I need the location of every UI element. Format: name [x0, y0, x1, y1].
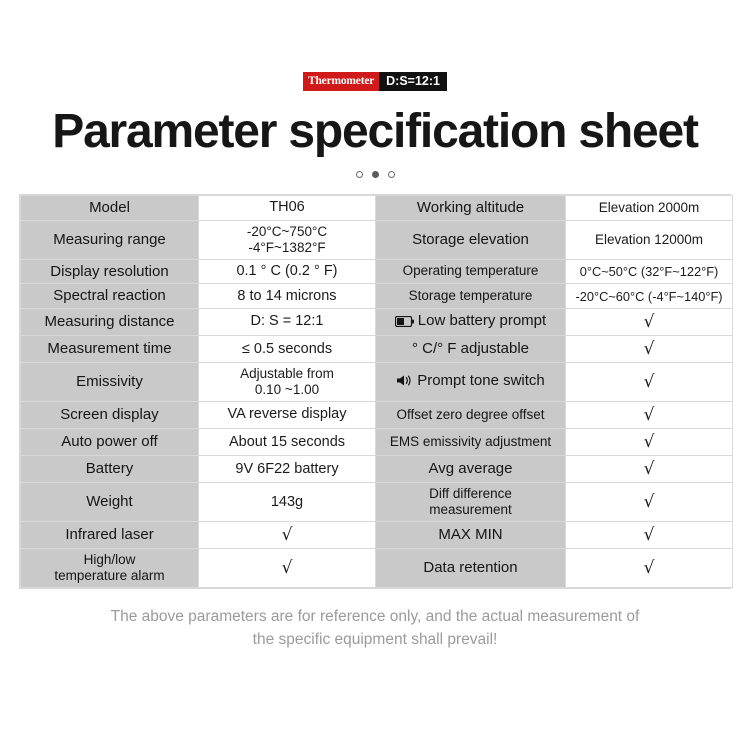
row-value-measurement-time: ≤ 0.5 seconds	[199, 336, 376, 363]
table-row	[21, 429, 733, 456]
carousel-dot-3[interactable]	[388, 171, 395, 178]
low-battery-prompt-label: Low battery prompt	[417, 312, 547, 330]
row-label-ems-emissivity-adjustment: EMS emissivity adjustment	[376, 429, 566, 456]
row-value-max-min: √	[566, 522, 733, 549]
row-value-storage-elevation: Elevation 12000m	[566, 220, 733, 259]
row-value-emissivity	[199, 363, 376, 402]
badge-ratio-label: D:S=12:1	[379, 72, 447, 91]
footnote	[0, 605, 750, 652]
row-value-model: TH06	[199, 196, 376, 221]
row-value-infrared-laser: √	[199, 522, 376, 549]
badge-row	[0, 0, 750, 91]
row-value-data-retention: √	[566, 549, 733, 588]
row-label-max-min: MAX MIN	[376, 522, 566, 549]
row-label-model: Model	[21, 196, 199, 221]
row-label-infrared-laser: Infrared laser	[21, 522, 199, 549]
row-label-auto-power-off: Auto power off	[21, 429, 199, 456]
row-label-storage-temperature: Storage temperature	[376, 284, 566, 309]
row-label-cf-adjustable: ° C/° F adjustable	[376, 336, 566, 363]
row-value-low-battery-prompt: √	[566, 308, 733, 335]
table-row	[21, 522, 733, 549]
emissivity-line-1: Adjustable from	[240, 366, 334, 382]
row-label-measuring-distance: Measuring distance	[21, 308, 199, 335]
speaker-icon	[396, 374, 413, 387]
row-label-storage-elevation: Storage elevation	[376, 220, 566, 259]
row-label-measuring-range: Measuring range	[21, 220, 199, 259]
row-label-emissivity: Emissivity	[21, 363, 199, 402]
row-label-weight: Weight	[21, 483, 199, 522]
table-row	[21, 549, 733, 588]
row-value-cf-adjustable: √	[566, 336, 733, 363]
row-value-ems-emissivity-adjustment: √	[566, 429, 733, 456]
row-value-weight: 143g	[199, 483, 376, 522]
table-row	[21, 336, 733, 363]
row-value-screen-display: VA reverse display	[199, 401, 376, 428]
diff-measurement-line-1: Diff difference	[429, 486, 512, 502]
row-label-diff-measurement	[376, 483, 566, 522]
table-row	[21, 363, 733, 402]
row-value-measuring-distance: D: S = 12:1	[199, 308, 376, 335]
specification-table	[20, 195, 733, 588]
row-label-battery: Battery	[21, 456, 199, 483]
prompt-tone-switch-label: Prompt tone switch	[417, 372, 545, 390]
footnote-line-2: the specific equipment shall prevail!	[252, 631, 498, 649]
row-label-working-altitude: Working altitude	[376, 196, 566, 221]
diff-measurement-line-2: measurement	[429, 502, 512, 518]
badge-brand-label: Thermometer	[303, 72, 379, 91]
row-label-offset-zero-degree: Offset zero degree offset	[376, 401, 566, 428]
row-label-spectral-reaction: Spectral reaction	[21, 284, 199, 309]
carousel-dots	[0, 169, 750, 179]
battery-low-icon	[395, 316, 414, 327]
row-label-prompt-tone-switch	[376, 363, 566, 402]
table-row	[21, 308, 733, 335]
row-label-low-battery-prompt	[376, 308, 566, 335]
carousel-dot-1[interactable]	[356, 171, 363, 178]
product-badge	[303, 72, 447, 91]
row-value-prompt-tone-switch: √	[566, 363, 733, 402]
row-value-display-resolution: 0.1 ° C (0.2 ° F)	[199, 259, 376, 284]
table-row	[21, 220, 733, 259]
row-value-auto-power-off: About 15 seconds	[199, 429, 376, 456]
row-label-measurement-time: Measurement time	[21, 336, 199, 363]
page-title: Parameter specification sheet	[52, 105, 698, 158]
row-value-operating-temperature: 0°C~50°C (32°F~122°F)	[566, 259, 733, 284]
row-value-diff-measurement: √	[566, 483, 733, 522]
specification-table-wrap	[19, 194, 731, 589]
row-label-data-retention: Data retention	[376, 549, 566, 588]
row-value-avg-average: √	[566, 456, 733, 483]
row-value-measuring-range	[199, 220, 376, 259]
emissivity-line-2: 0.10 ~1.00	[254, 382, 320, 398]
row-value-spectral-reaction: 8 to 14 microns	[199, 284, 376, 309]
temperature-alarm-line-2: temperature alarm	[54, 568, 165, 584]
row-value-offset-zero-degree: √	[566, 401, 733, 428]
table-row	[21, 196, 733, 221]
row-value-storage-temperature: -20°C~60°C (-4°F~140°F)	[566, 284, 733, 309]
table-row	[21, 284, 733, 309]
row-value-working-altitude: Elevation 2000m	[566, 196, 733, 221]
table-row	[21, 456, 733, 483]
row-label-operating-temperature: Operating temperature	[376, 259, 566, 284]
row-label-display-resolution: Display resolution	[21, 259, 199, 284]
carousel-dot-2[interactable]	[372, 171, 379, 178]
row-value-temperature-alarm: √	[199, 549, 376, 588]
table-row	[21, 259, 733, 284]
table-row	[21, 401, 733, 428]
measuring-range-line-1: -20°C~750°C	[246, 223, 328, 239]
row-label-screen-display: Screen display	[21, 401, 199, 428]
row-label-avg-average: Avg average	[376, 456, 566, 483]
table-row	[21, 483, 733, 522]
row-value-battery: 9V 6F22 battery	[199, 456, 376, 483]
temperature-alarm-line-1: High/low	[83, 552, 136, 568]
measuring-range-line-2: -4°F~1382°F	[248, 239, 326, 255]
footnote-line-1: The above parameters are for reference only, and the actual measurement of	[110, 608, 640, 626]
row-label-temperature-alarm	[21, 549, 199, 588]
